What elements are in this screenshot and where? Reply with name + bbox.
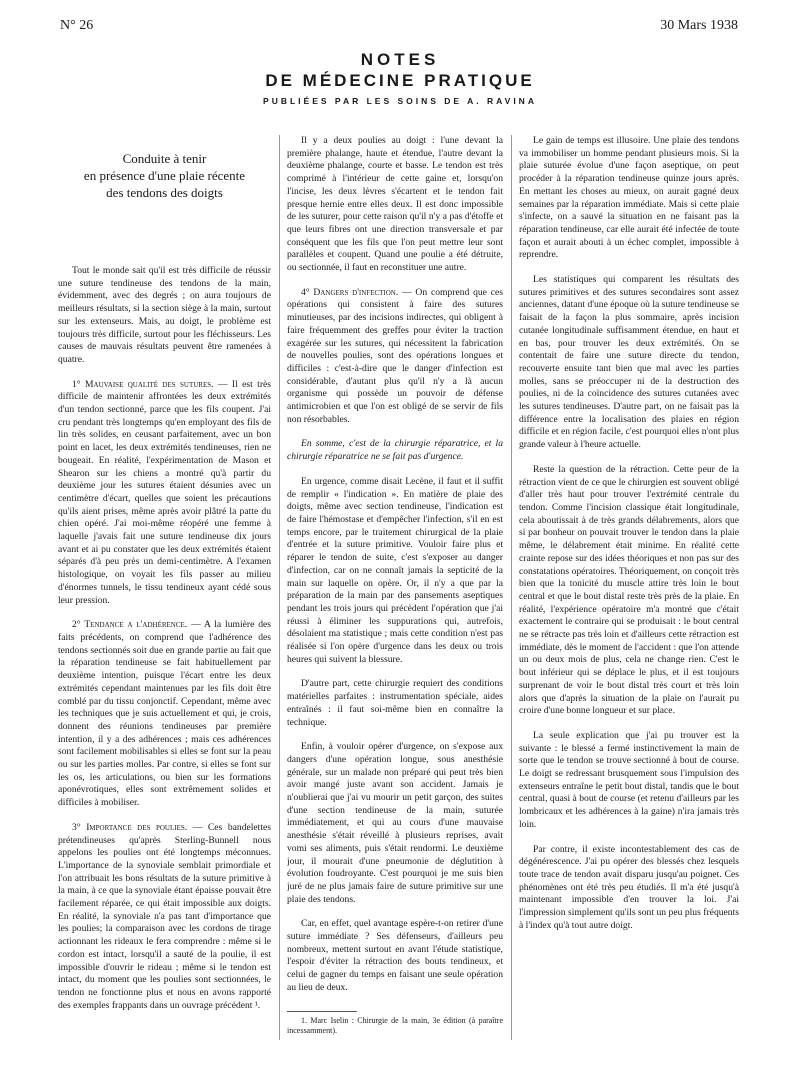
column-2 xyxy=(287,135,503,1070)
section-text: — Il est très difficile de maintenir affrontées les deux extrémités d'un tendon sectionné, parce que les fils coupent. J'ai cru pendant très longtemps qu'en employant des fils de lin très solides, en ceusant parfaitement, avec un bon point en lacet, les deux extrémités tendineuses, rien ne bougeait. En réalité, l'expérimentation de Mason et Shearon sur les chiens a montré qu'à partir du deuxième jour les sutures étaient désunies avec un centimètre d'écart, quelles que soient les précautions qu'ils aient prises, même après avoir plâtré la patte du chien opéré. J'ai moi-même réopéré une femme à laquelle j'avais fait une suture tendineuse dix jours avant et ai pu constater que les deux extrémités étaient séparés d'à peu près un demi-centimètre. A l'examen histologique, on voyait les fils passer au milieu d'énormes tunnels, le tissu tendineux ayant cédé sous leur pression. xyxy=(58,378,271,606)
paragraph: Par contre, il existe incontestablement des cas de dégénérescence. J'ai pu opérer des blessés chez lesquels toute trace de tendon avait disparu jusqu'au poignet. Ces phénomènes ont été très peu étudiés. Il m'a été jusqu'à maintenant impossible d'en trouver la loi. J'ai l'impression simplement qu'ils sont un peu plus fréquents à l'index qu'à tout autre doigt. xyxy=(519,843,739,931)
paragraph: Le gain de temps est illusoire. Une plaie des tendons va immobiliser un homme pendant plusieurs mois. Si la plaie suturée évolue d'une façon aseptique, on peut procéder à la réparation tendineuse quinze jours après. En mettant les choses au mieux, on aurait gagné deux semaines par la réparation immédiate. Mais si cette plaie s'infecte, on a sauvé la situation en ne faisant pas la réparation tendineuse, car elle aurait été infectée de toute façon et aurait abouti à un échec complet, impossible à reprendre. xyxy=(519,135,739,261)
masthead xyxy=(0,50,800,106)
article-title-line: Conduite à tenir xyxy=(122,151,207,166)
intro-paragraph: Tout le monde sait qu'il est très difficile de réussir une suture tendineuse des tendons de la main, évidemment, avec des degrés ; on aura toujours de meilleurs résultats, si la section siège à la main, surtout sur les extenseurs. Mais, au doigt, le problème est toujours très difficile, surtout pour les fléchisseurs. Les causes de mauvais résultats peuvent être ramenées à quatre. xyxy=(58,265,271,365)
paragraph: Reste la question de la rétraction. Cette peur de la rétraction vient de ce que le chirurgien est souvent obligé d'aller très haut pour trouver l'extrémité centrale du tendon. Comme l'incision classique était longitudinale, cela aboutissait à de très grands délabrements, alors que si par bonheur on pouvait trouver le tendon dans la plaie même, le délabrement était minime. En réalité cette crainte repose sur des idées théoriques et non pas sur des constatations opératoires. Théoriquement, on conçoit très bien que la tonicité du muscle attire très loin le bout central et que le bout distal reste très près de la plaie. En réalité, l'expérience opératoire m'a montré que c'était exactement le contraire qui se produisait : le bout central ne se rétracte pas très loin et d'ailleurs cette rétraction est immédiate, dès le moment de l'accident : que l'on attende un ou deux mois de plus, cela ne change rien. C'est le bout inférieur qui se déplace le plus, et il est toujours surprenant de voir le bout distal très court et très loin alors que d'après la situation de la plaie on l'aurait pu croire d'une bonne longueur et sur place. xyxy=(519,463,739,717)
section-heading: 3° Importance des poulies. xyxy=(72,821,188,833)
section-text: — On comprend que ces opérations qui consistent à faire des sutures minutieuses, par des incisions indirectes, qui obligent à faire fréquemment des greffes pour éviter la traction exagérée sur les sutures, qui nécessitent la fabrication de nouvelles poulies, sont des opérations longues et difficiles : c'est-à-dire que le danger d'infection est considérable, d'autant plus qu'il n'y a là aucun organisme qui possède un pouvoir de défense antimicrobien et que l'on est obligé de se servir de fils non résorbables. xyxy=(287,286,503,425)
masthead-subtitle: PUBLIÉES PAR LES SOINS DE A. RAVINA xyxy=(263,96,537,106)
article-title-line: des tendons des doigts xyxy=(106,185,223,200)
column-divider xyxy=(511,135,512,1040)
article-title-line: en présence d'une plaie récente xyxy=(83,168,246,183)
paragraph: D'autre part, cette chirurgie requiert des conditions matérielles parfaites : instrumentation spéciale, aides entraînés : il faut soi-même bien en connaître la technique. xyxy=(287,678,503,728)
footnote-rule xyxy=(287,1011,357,1012)
article-title xyxy=(58,150,271,201)
paragraph: Il y a deux poulies au doigt : l'une devant la première phalange, haute et étendue, l'autre devant la deuxième phalange, courte et basse. Le tendon est très comprimé à l'intérieur de cette gaine et, lorsqu'on l'incise, les deux lèvres s'écartent et le tendon fait presque hernie entre elles deux. Il est donc impossible de les suturer, pour cette raison qu'il n'y a pas d'étoffe et que leurs fibres ont une direction transversale et par conséquent que les fils que l'on peut mettre leur sont parallèles et coupent. Quand une poulie a été détruite, ou sectionnée, il faut en reconstituer une autre. xyxy=(287,135,503,274)
paragraph: En urgence, comme disait Lecène, il faut et il suffit de remplir « l'indication ». En matière de plaie des doigts, même avec section tendineuse, l'indication est de faire l'hémostase et d'empêcher l'infection, s'il en est temps encore, par le traitement chirurgical de la plaie d'entrée et la suture primitive. Vouloir faire plus et réparer le tendon de suite, c'est s'exposer au danger d'infection, car on ne connaît jamais la septicité de la main sur laquelle on opère. Or, il n'y a que par la préparation de la main par des pansements aseptiques pendant les trois jours qui précèdent l'opération que j'ai réussi à éliminer les suppurations qui, autrefois, désolaient ma statistique ; mais cette condition n'est pas réalisée si l'on opère d'urgence dans les deux ou trois heures qui suivent la blessure. xyxy=(287,475,503,665)
summary-paragraph: En somme, c'est de la chirurgie réparatrice, et la chirurgie réparatrice ne se fait pas d'urgence. xyxy=(287,438,503,463)
footnote: 1. Marc Iselin : Chirurgie de la main, 3e édition (à paraître incessamment). xyxy=(287,1015,503,1035)
column-1 xyxy=(58,135,271,1070)
section-heading: 1° Mauvaise qualité des sutures. xyxy=(72,378,214,390)
masthead-title-line1: NOTES xyxy=(360,50,440,69)
section-4 xyxy=(287,287,503,427)
section-heading: 4° Dangers d'infection. xyxy=(301,286,399,298)
issue-number: N° 26 xyxy=(60,18,94,33)
column-divider xyxy=(279,135,280,1040)
column-3 xyxy=(519,135,739,1070)
section-heading: 2° Tendance a l'adhérence. xyxy=(72,619,188,631)
section-3 xyxy=(58,822,271,1013)
section-1 xyxy=(58,379,271,608)
paragraph: Les statistiques qui comparent les résultats des sutures primitives et des sutures secondaires sont assez anciennes, datant d'une époque où la suture tendineuse se faisait de la façon la plus sommaire, après incision cutanée longitudinale suffisamment étendue, en haut et en bas, pour trouver les deux extrémités. On se contentait de faire une suture directe du tendon, recouverte ensuite tant bien que mal avec les parties molles, sans se préoccuper ni de la destruction des poulies, ni de la coïncidence des sutures cutanées avec les sutures tendineuses. D'autre part, on ne faisait pas la différence entre la localisation des plaies en région difficile et en région facile, c'est pourquoi elles n'ont plus grande valeur à l'heure actuelle. xyxy=(519,274,739,451)
issue-date: 30 Mars 1938 xyxy=(660,18,738,33)
masthead-title-line2: DE MÉDECINE PRATIQUE xyxy=(265,71,535,90)
paragraph: La seule explication que j'ai pu trouver est la suivante : le blessé a fermé instinctivement la main de sorte que le tendon se trouve sectionné à bout de course. Le doigt se redressant brusquement sous l'impulsion des extenseurs entraîne le petit bout distal, tandis que le bout central, quasi à bout de course (et retenu d'ailleurs par les lombricaux et les adhérences à la gaine) n'ira jamais très loin. xyxy=(519,729,739,830)
paragraph: Car, en effet, quel avantage espère-t-on retirer d'une suture immédiate ? Ses défenseurs, d'ailleurs peu nombreux, mettent surtout en avant l'étude statistique, l'espoir d'éviter la rétraction des bouts tendineux, et celui de gagner du temps en faisant une seule opération au lieu de deux. xyxy=(287,918,503,993)
section-text: — A la lumière des faits précédents, on comprend que l'adhérence des tendons sectionnés soit due en grande partie au fait que la réparation tendineuse se fait habituellement par deuxième intention, puisque l'écart entre les deux extrémités cependant maintenues par les fils doit être comblé par du tissu conjonctif. Cependant, même avec les techniques que je suis actuellement et qui, je crois, donnent des réunions tendineuses par première intention, il y a des adhérences ; mais ces adhérences sont facilement mobilisables si elles se font sur la peau ou sur les parties molles. Par contre, si elles se font sur les os, les articulations, ou bien sur les formations aponévrotiques, elles sont extrêmement solides et difficiles à mobiliser. xyxy=(58,619,271,809)
paragraph: Enfin, à vouloir opérer d'urgence, on s'expose aux dangers d'une opération longue, sous anesthésie générale, sur un malade non préparé qui peut très bien avoir mangé juste avant son accident. Jamais je n'oublierai que j'ai vu mourir un petit garçon, des suites d'une section tendineuse de la main, suturée immédiatement, et qui au cours d'une mauvaise anesthésie s'était réveillé à plusieurs reprises, avait vomi ses aliments, puis s'était rendormi. Le deuxième jour, il mourait d'une pneumonie de déglutition à évolution foudroyante. C'est pourquoi je me suis bien juré de ne plus jamais faire de suture primitive sur une plaie des tendons. xyxy=(287,741,503,905)
section-text: — Ces bandelettes prétendineuses qu'après Sterling-Bunnell nous appelons les poulies ont été longtemps méconnues. L'importance de la synoviale semblait primordiale et l'on attribuait les bons résultats de la suture primitive à la main, à ce que la synoviale étant épaisse pouvait être facilement réparée, ce qui était impossible aux doigts. En réalité, la synoviale n'a pas tant d'importance que les poulies; la comparaison avec les cordons de tirage actionnant les rideaux le fera comprendre : même si le cordon est intact, lorsqu'il a sauté de la poulie, il est impossible d'ouvrir le rideau ; même si le tendon est intact, du moment que les poulies sont sectionnées, le tendon ne fonctionne plus et nous en avons rapporté des exemples frappants dans un ouvrage précédent ¹. xyxy=(58,821,271,1011)
section-2 xyxy=(58,619,271,810)
